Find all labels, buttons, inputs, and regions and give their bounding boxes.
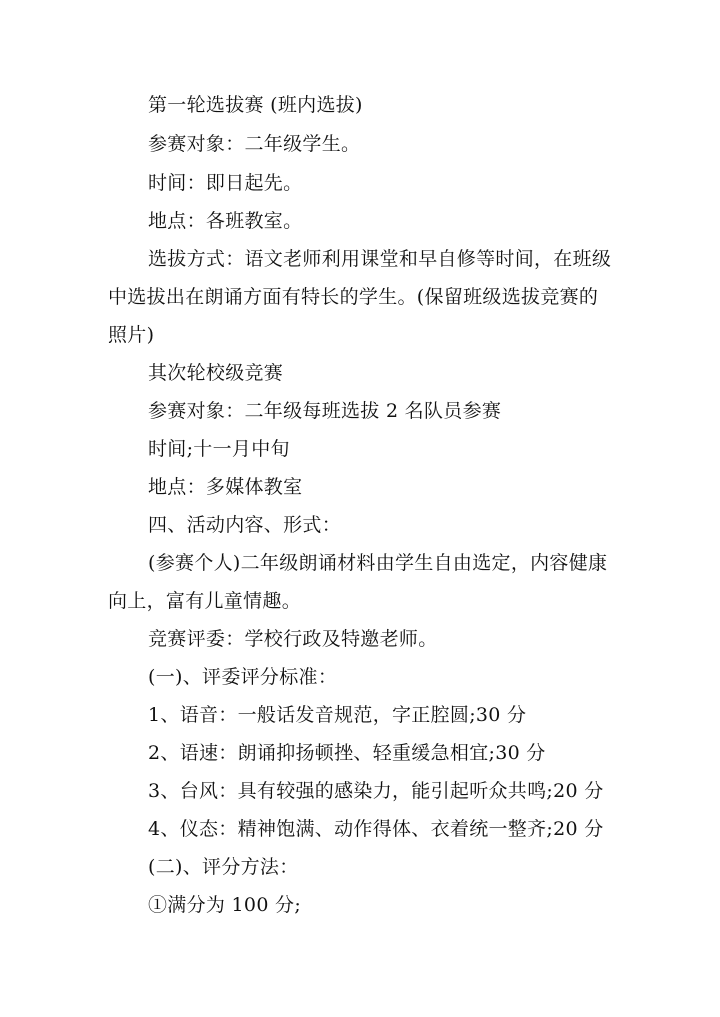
section-four-heading: 四、活动内容、形式：: [148, 514, 342, 536]
criterion-appearance: 4、仪态：精神饱满、动作得体、衣着统一整齐;20 分: [148, 818, 604, 840]
content-line-2: 向上，富有儿童情趣。: [108, 590, 302, 612]
round-one-participants: 参赛对象：二年级学生。: [148, 133, 361, 155]
criterion-speed: 2、语速：朗诵抑扬顿挫、轻重缓急相宜;30 分: [148, 742, 546, 764]
content-line-1: (参赛个人)二年级朗诵材料由学生自由选定，内容健康: [148, 552, 608, 574]
scoring-method-heading: (二)、评分方法：: [148, 856, 299, 878]
round-one-time: 时间：即日起先。: [148, 172, 303, 194]
round-two-participants: 参赛对象：二年级每班选拔 2 名队员参赛: [148, 400, 502, 422]
round-one-location: 地点：各班教室。: [148, 210, 303, 232]
criterion-stage-presence: 3、台风：具有较强的感染力，能引起听众共鸣;20 分: [148, 780, 604, 802]
scoring-full-marks: ①满分为 100 分;: [148, 894, 302, 916]
round-two-location: 地点：多媒体教室: [148, 476, 303, 498]
round-one-heading: 第一轮选拔赛 (班内选拔): [148, 94, 363, 116]
selection-method-line-2: 中选拔出在朗诵方面有特长的学生。(保留班级选拔竞赛的: [108, 286, 599, 308]
selection-method-line-1: 选拔方式：语文老师利用课堂和早自修等时间，在班级: [148, 248, 612, 270]
round-two-heading: 其次轮校级竞赛: [148, 362, 284, 384]
criterion-pronunciation: 1、语音：一般话发音规范，字正腔圆;30 分: [148, 704, 527, 726]
judges-line: 竞赛评委：学校行政及特邀老师。: [148, 628, 438, 650]
criteria-heading: (一)、评委评分标准：: [148, 666, 338, 688]
selection-method-line-3: 照片): [108, 324, 155, 346]
round-two-time: 时间;十一月中旬: [148, 438, 290, 460]
